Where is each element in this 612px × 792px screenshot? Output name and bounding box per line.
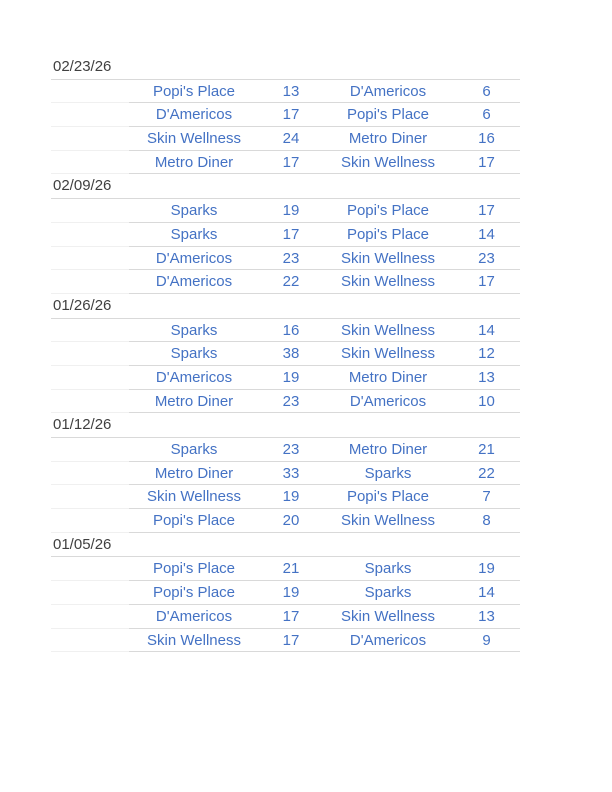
- away-score: 23: [478, 249, 495, 267]
- away-score: 13: [478, 607, 495, 625]
- away-score: 14: [478, 225, 495, 243]
- home-team: Metro Diner: [154, 464, 234, 482]
- game-row: [51, 342, 520, 366]
- away-score: 22: [478, 464, 495, 482]
- home-team: Sparks: [170, 321, 218, 339]
- home-score: 19: [282, 488, 300, 506]
- home-score: 17: [282, 225, 300, 243]
- week-group: [51, 413, 520, 532]
- home-score: 19: [282, 584, 300, 602]
- home-score: 23: [282, 441, 300, 458]
- away-score: 12: [478, 345, 495, 363]
- week-group: [51, 294, 520, 413]
- game-row: [51, 390, 520, 414]
- game-row: [51, 629, 520, 653]
- home-score: 20: [282, 512, 300, 530]
- home-team: Popi's Place: [152, 512, 236, 530]
- away-score: 17: [478, 153, 495, 171]
- game-row: [51, 270, 520, 294]
- home-team: D'Americos: [155, 607, 233, 625]
- game-row: [51, 509, 520, 533]
- home-score: 17: [282, 631, 300, 649]
- away-score: 14: [478, 321, 495, 339]
- away-team: Sparks: [364, 584, 412, 602]
- away-score: 10: [478, 392, 495, 410]
- game-row: [51, 151, 520, 175]
- away-team: D'Americos: [349, 82, 427, 100]
- week-date-row: [51, 294, 520, 319]
- away-score: 17: [478, 273, 495, 291]
- game-row: [51, 247, 520, 271]
- away-team: Skin Wellness: [341, 249, 435, 267]
- home-score: 19: [282, 368, 300, 386]
- away-team: Metro Diner: [348, 130, 428, 148]
- home-team: Skin Wellness: [147, 130, 241, 148]
- home-team: Sparks: [170, 345, 218, 363]
- away-team: Sparks: [364, 560, 412, 578]
- game-row: [51, 485, 520, 509]
- home-score: 38: [282, 345, 300, 363]
- game-row: [51, 438, 520, 462]
- away-score: 21: [478, 441, 495, 458]
- game-row: [51, 605, 520, 629]
- results-sheet: [51, 55, 520, 652]
- away-team: Skin Wellness: [341, 273, 435, 291]
- week-date: 01/05/26: [53, 535, 112, 553]
- game-row: [51, 366, 520, 390]
- home-score: 33: [282, 464, 300, 482]
- home-team: D'Americos: [155, 273, 233, 291]
- away-team: Skin Wellness: [341, 607, 435, 625]
- home-score: 22: [282, 273, 300, 291]
- home-score: 13: [282, 82, 300, 100]
- away-score: 6: [482, 82, 491, 100]
- home-score: 17: [282, 153, 300, 171]
- game-row: [51, 199, 520, 223]
- week-date: 01/26/26: [53, 296, 112, 314]
- away-team: Skin Wellness: [341, 345, 435, 363]
- home-score: 21: [282, 560, 300, 578]
- game-row: [51, 103, 520, 127]
- game-row: [51, 80, 520, 104]
- week-date: 01/12/26: [53, 416, 112, 434]
- home-team: D'Americos: [155, 368, 233, 386]
- home-score: 23: [282, 249, 300, 267]
- home-team: Skin Wellness: [147, 488, 241, 506]
- week-group: [51, 533, 520, 652]
- home-team: Metro Diner: [154, 153, 234, 171]
- away-team: Popi's Place: [346, 225, 430, 243]
- home-score: 17: [282, 106, 300, 124]
- away-team: Popi's Place: [346, 106, 430, 124]
- home-team: Metro Diner: [154, 392, 234, 410]
- away-team: Metro Diner: [348, 368, 428, 386]
- away-score: 17: [478, 202, 495, 220]
- home-team: Popi's Place: [152, 82, 236, 100]
- home-score: 24: [282, 130, 300, 148]
- away-score: 9: [482, 631, 491, 649]
- away-score: 19: [478, 560, 495, 578]
- away-team: Popi's Place: [346, 488, 430, 506]
- home-score: 17: [282, 607, 300, 625]
- home-score: 16: [282, 321, 300, 339]
- home-team: D'Americos: [155, 106, 233, 124]
- away-team: Metro Diner: [348, 441, 428, 458]
- home-team: Skin Wellness: [147, 631, 241, 649]
- game-row: [51, 557, 520, 581]
- away-team: Popi's Place: [346, 202, 430, 220]
- week-group: [51, 174, 520, 293]
- away-team: Skin Wellness: [341, 153, 435, 171]
- away-team: Skin Wellness: [341, 321, 435, 339]
- away-team: Skin Wellness: [341, 512, 435, 530]
- week-date-row: [51, 55, 520, 80]
- away-team: Sparks: [364, 464, 412, 482]
- game-row: [51, 581, 520, 605]
- week-date: 02/23/26: [53, 58, 112, 75]
- home-team: Sparks: [170, 202, 218, 220]
- away-score: 13: [478, 368, 495, 386]
- game-row: [51, 127, 520, 151]
- home-score: 23: [282, 392, 300, 410]
- week-group: [51, 55, 520, 174]
- game-row: [51, 223, 520, 247]
- week-date-row: [51, 533, 520, 558]
- home-team: Popi's Place: [152, 584, 236, 602]
- home-team: Sparks: [170, 225, 218, 243]
- week-date-row: [51, 174, 520, 199]
- game-row: [51, 462, 520, 486]
- away-score: 14: [478, 584, 495, 602]
- week-date-row: [51, 413, 520, 438]
- away-score: 7: [482, 488, 491, 506]
- away-score: 16: [478, 130, 495, 148]
- home-team: Popi's Place: [152, 560, 236, 578]
- away-score: 6: [482, 106, 491, 124]
- home-team: Sparks: [170, 441, 218, 458]
- game-row: [51, 319, 520, 343]
- away-score: 8: [482, 512, 491, 530]
- home-team: D'Americos: [155, 249, 233, 267]
- away-team: D'Americos: [349, 392, 427, 410]
- week-date: 02/09/26: [53, 177, 112, 195]
- home-score: 19: [282, 202, 300, 220]
- away-team: D'Americos: [349, 631, 427, 649]
